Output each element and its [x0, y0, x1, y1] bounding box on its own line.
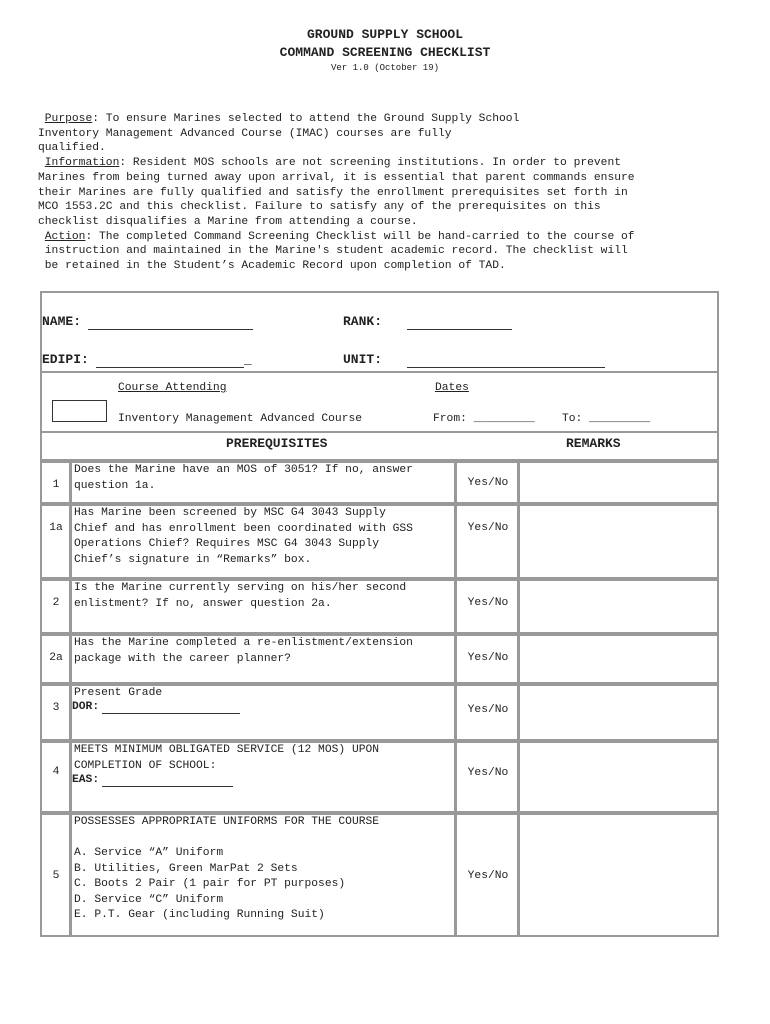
row-answer[interactable]: Yes/No: [467, 767, 509, 779]
unit-label: UNIT:: [343, 352, 383, 367]
row-answer[interactable]: Yes/No: [467, 704, 509, 716]
action-label: Action: [44, 230, 86, 243]
purpose-label: Purpose: [44, 113, 93, 125]
purpose-text-3: qualified.: [38, 142, 106, 155]
remarks-cell[interactable]: [521, 506, 715, 577]
remarks-cell[interactable]: [521, 686, 715, 739]
document-subtitle: COMMAND SCREENING CHECKLIST: [279, 45, 491, 60]
row-number: 2a: [49, 652, 63, 664]
row-question: Present Grade: [74, 687, 163, 699]
row-answer[interactable]: Yes/No: [467, 477, 509, 489]
rank-label: RANK:: [343, 314, 383, 329]
action-text-2: instruction and maintained in the Marine's student academic record. The checklist will: [44, 245, 628, 258]
course-checkbox[interactable]: [52, 400, 107, 422]
from-date-field[interactable]: From: _________: [433, 413, 535, 425]
row-number: 4: [52, 766, 60, 778]
information-text-4: MCO 1553.2C and this checklist. Failure to satisfy any of the prerequisites on this: [38, 201, 601, 214]
information-text-1: : Resident MOS schools are not screening institutions. In order to prevent: [119, 157, 622, 170]
remarks-cell[interactable]: [521, 743, 715, 811]
eas-field[interactable]: [102, 786, 233, 787]
row-answer[interactable]: Yes/No: [467, 870, 509, 882]
edipi-tail: _: [244, 352, 252, 367]
information-text-3: their Marines are fully qualified and satisfy the enrollment prerequisites set forth in: [38, 186, 628, 199]
row-number: 1a: [49, 522, 63, 534]
row-number: 3: [52, 702, 60, 714]
remarks-cell[interactable]: [521, 463, 715, 502]
row-answer[interactable]: Yes/No: [467, 522, 509, 534]
row-divider: [69, 504, 72, 579]
row-question: POSSESSES APPROPRIATE UNIFORMS FOR THE COURSE A. Service “A” Uniform B. Utilities, Green MarPat 2 Sets C. Boots 2 Pair (1 pair for PT purposes) D. Service “C” Uniform E. P.T. Gear (including Running Suit): [74, 816, 380, 921]
edipi-label: EDIPI:: [42, 352, 89, 367]
purpose-text-1: : To ensure Marines selected to attend the Ground Supply School: [92, 113, 520, 125]
row-answer[interactable]: Yes/No: [467, 597, 509, 609]
remarks-header: REMARKS: [566, 436, 621, 451]
dor-label: DOR:: [72, 701, 100, 713]
edipi-field[interactable]: [96, 367, 244, 368]
row-question: Does the Marine have an MOS of 3051? If no, answer question 1a.: [74, 464, 413, 492]
row-question: MEETS MINIMUM OBLIGATED SERVICE (12 MOS) UPON COMPLETION OF SCHOOL:: [74, 744, 380, 772]
row-number: 1: [52, 479, 60, 491]
row-number: 2: [52, 597, 60, 609]
information-text-5: checklist disqualifies a Marine from attending a course.: [38, 215, 418, 228]
name-label: NAME:: [42, 314, 82, 329]
unit-field[interactable]: [407, 367, 605, 368]
document-title: GROUND SUPPLY SCHOOL: [306, 27, 464, 42]
remarks-cell[interactable]: [521, 636, 715, 682]
eas-label: EAS:: [72, 774, 100, 786]
information-text-2: Marines from being turned away upon arrival, it is essential that parent commands ensure: [38, 171, 635, 184]
action-text-3: be retained in the Student’s Academic Record upon completion of TAD.: [44, 260, 506, 273]
name-field[interactable]: [88, 329, 253, 330]
information-label: Information: [44, 157, 120, 170]
purpose-text-2: Inventory Management Advanced Course (IMAC) courses are fully: [38, 127, 452, 140]
row-answer[interactable]: Yes/No: [467, 652, 509, 664]
remarks-cell[interactable]: [521, 815, 715, 935]
dates-header: Dates: [435, 382, 469, 394]
prerequisites-header: PREREQUISITES: [226, 436, 328, 451]
course-name: Inventory Management Advanced Course: [118, 413, 363, 425]
row-question: Is the Marine currently serving on his/her second enlistment? If no, answer question 2a.: [74, 582, 407, 610]
row-number: 5: [52, 870, 60, 882]
row-divider: [517, 504, 520, 579]
course-attending-header: Course Attending: [118, 382, 227, 394]
row-question: Has Marine been screened by MSC G4 3043 Supply Chief and has enrollment been coordinated with GSS Operations Chief? Requires MSC G4 3043 Supply Chief’s signature in “Remarks” box.: [74, 507, 413, 566]
purpose-paragraph: [38, 112, 713, 274]
version-label: Ver 1.0 (October 19): [330, 63, 440, 73]
rank-field[interactable]: [407, 329, 512, 330]
action-text-1: : The completed Command Screening Checklist will be hand-carried to the course of: [85, 230, 635, 243]
row-question: Has the Marine completed a re-enlistment/extension package with the career planner?: [74, 637, 413, 665]
dor-field[interactable]: [102, 713, 240, 714]
remarks-cell[interactable]: [521, 581, 715, 632]
to-date-field[interactable]: To: _________: [562, 413, 651, 425]
